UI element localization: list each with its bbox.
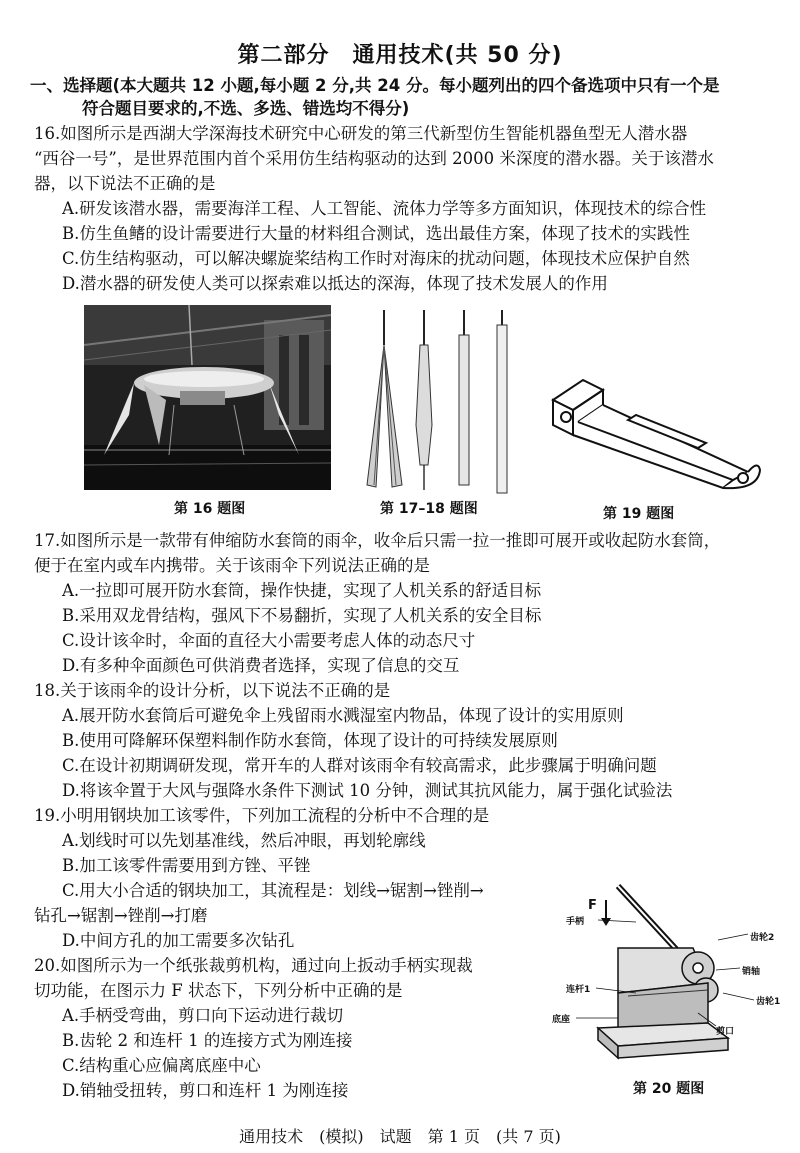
q19-stem: 19.小明用钢块加工该零件，下列加工流程的分析中不合理的是 — [34, 806, 490, 825]
page-footer: 通用技术 (模拟) 试题 第 1 页 (共 7 页) — [239, 1127, 561, 1146]
q17-option-c: C.设计该伞时，伞面的直径大小需要考虑人体的动态尺寸 — [62, 631, 476, 650]
fig20-cutter-drawing — [552, 878, 790, 1068]
q19-option-d: D.中间方孔的加工需要多次钻孔 — [62, 931, 295, 950]
fig20-label-f: F — [588, 898, 597, 913]
q19-option-b: B.加工该零件需要用到方锉、平锉 — [62, 856, 311, 875]
q16-option-a: A.研发该潜水器，需要海洋工程、人工智能、流体力学等多方面知识，体现技术的综合性 — [62, 199, 707, 218]
q20-option-b: B.齿轮 2 和连杆 1 的连接方式为刚连接 — [62, 1031, 353, 1050]
fig16-submarine-photo — [84, 305, 331, 490]
fig17-18-umbrella-drawing — [362, 305, 520, 495]
q16-stem-line1: 16.如图所示是西湖大学深海技术研究中心研发的第三代新型仿生智能机器鱼型无人潜水器 — [34, 124, 688, 143]
fig20-label-link1: 连杆1 — [566, 985, 591, 995]
fig17-18-caption: 第 17–18 题图 — [380, 501, 478, 517]
fig20-label-blade: 剪口 — [716, 1027, 735, 1037]
q17-option-d: D.有多种伞面颜色可供消费者选择，实现了信息的交互 — [62, 656, 460, 675]
q18-option-b: B.使用可降解环保塑料制作防水套筒，体现了设计的可持续发展原则 — [62, 731, 558, 750]
q20-option-a: A.手柄受弯曲，剪口向下运动进行裁切 — [62, 1006, 344, 1025]
section-heading-line1: 一、选择题(本大题共 12 小题,每小题 2 分,共 24 分。每小题列出的四个备选项中只有一个是 — [30, 76, 720, 95]
fig19-caption: 第 19 题图 — [603, 506, 675, 522]
q18-stem: 18.关于该雨伞的设计分析，以下说法不正确的是 — [34, 681, 391, 700]
q16-option-b: B.仿生鱼鳍的设计需要进行大量的材料组合测试，选出最佳方案，体现了技术的实践性 — [62, 224, 690, 243]
fig20-label-handle: 手柄 — [566, 917, 585, 927]
q20-option-d: D.销轴受扭转，剪口和连杆 1 为刚连接 — [62, 1081, 349, 1100]
q16-option-c: C.仿生结构驱动，可以解决螺旋桨结构工作时对海床的扰动问题，体现技术应保护自然 — [62, 249, 690, 268]
q16-option-d: D.潜水器的研发使人类可以探索难以抵达的深海，体现了技术发展人的作用 — [62, 274, 608, 293]
q20-stem-line1: 20.如图所示为一个纸张裁剪机构，通过向上扳动手柄实现裁 — [34, 956, 473, 975]
page-title: 第二部分 通用技术(共 50 分) — [237, 43, 563, 68]
fig20-label-gear2: 齿轮2 — [750, 933, 775, 943]
q20-option-c: C.结构重心应偏离底座中心 — [62, 1056, 261, 1075]
q18-option-c: C.在设计初期调研发现，常开车的人群对该雨伞有较高需求，此步骤属于明确问题 — [62, 756, 657, 775]
q16-stem-line3: 器，以下说法不正确的是 — [34, 174, 216, 193]
fig20-label-pin: 销轴 — [742, 967, 761, 977]
q17-stem-line2: 便于在室内或车内携带。关于该雨伞下列说法正确的是 — [34, 556, 430, 575]
fig20-label-gear1: 齿轮1 — [756, 997, 781, 1007]
q18-option-a: A.展开防水套筒后可避免伞上残留雨水溅湿室内物品，体现了设计的实用原则 — [62, 706, 624, 725]
q16-stem-line2: “西谷一号”，是世界范围内首个采用仿生结构驱动的达到 2000 米深度的潜水器。关于该潜水 — [34, 149, 714, 168]
section-heading-line2: 符合题目要求的,不选、多选、错选均不得分) — [82, 99, 410, 118]
q17-option-b: B.采用双龙骨结构，强风下不易翻折，实现了人机关系的安全目标 — [62, 606, 542, 625]
q19-option-c-line2: 钻孔→锯割→锉削→打磨 — [34, 906, 208, 925]
q20-stem-line2: 切功能，在图示力 F 状态下，下列分析中正确的是 — [34, 981, 403, 1000]
fig20-caption: 第 20 题图 — [633, 1081, 705, 1097]
fig16-caption: 第 16 题图 — [174, 501, 246, 517]
q19-option-c-line1: C.用大小合适的钢块加工，其流程是：划线→锯割→锉削→ — [62, 881, 484, 900]
fig19-part-drawing — [548, 360, 778, 490]
fig20-label-base: 底座 — [552, 1015, 571, 1025]
q17-stem-line1: 17.如图所示是一款带有伸缩防水套筒的雨伞，收伞后只需一拉一推即可展开或收起防水套筒， — [34, 531, 721, 550]
q19-option-a: A.划线时可以先划基准线，然后冲眼，再划轮廓线 — [62, 831, 426, 850]
q17-option-a: A.一拉即可展开防水套筒，操作快捷，实现了人机关系的舒适目标 — [62, 581, 542, 600]
q18-option-d: D.将该伞置于大风与强降水条件下测试 10 分钟，测试其抗风能力，属于强化试验法 — [62, 781, 673, 800]
